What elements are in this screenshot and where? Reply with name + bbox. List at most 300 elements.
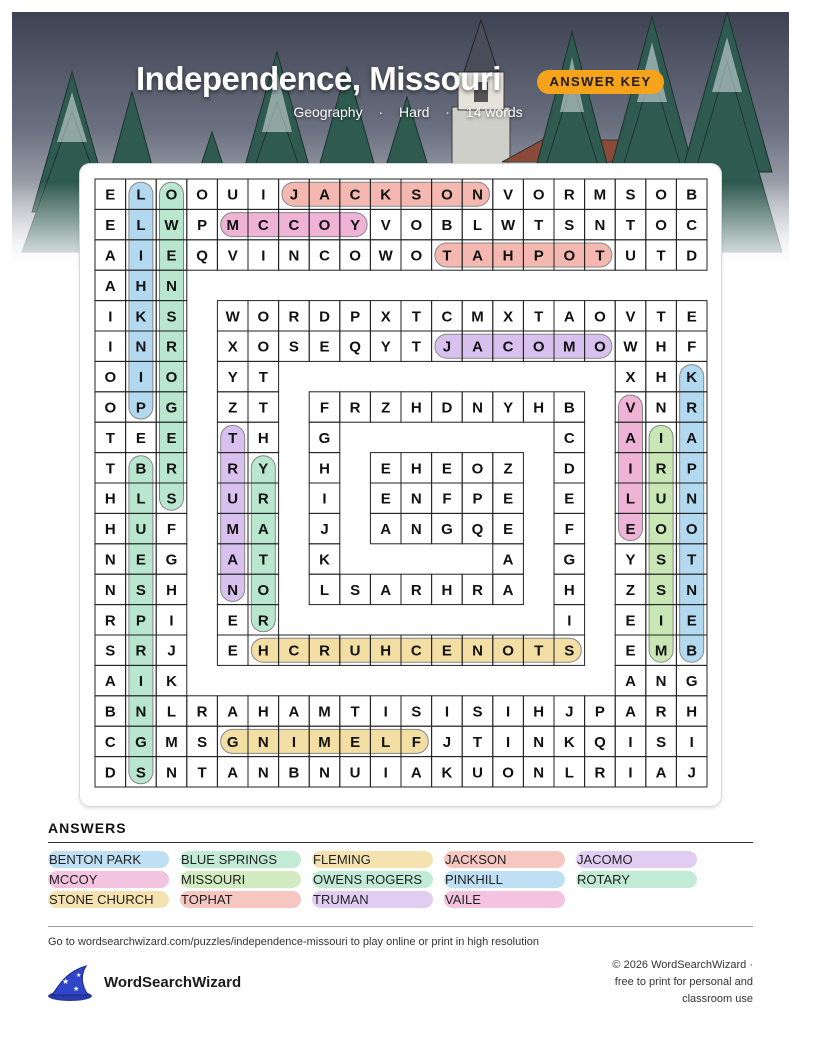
grid-letter: O [257,338,270,356]
grid-letter: I [628,733,633,751]
grid-letter: M [318,733,331,751]
grid-letter: T [534,308,544,326]
grid-letter: C [288,642,300,660]
grid-letter: I [108,308,113,326]
grid-letter: I [108,338,113,356]
copyright-line: classroom use [682,993,753,1005]
grid-letter: C [104,733,116,751]
grid-letter: N [135,703,147,721]
grid-letter: B [686,186,698,204]
grid-letter: E [227,642,238,660]
grid-letter: A [655,764,667,782]
grid-letter: I [291,733,296,751]
divider [48,842,753,843]
grid-letter: U [625,247,636,265]
grid-letter: P [686,460,697,478]
grid-letter: N [655,399,667,417]
grid-letter: O [257,581,270,599]
grid-letter: E [166,429,177,447]
grid-letter: W [501,217,516,235]
wizard-hat-icon [46,962,94,1002]
grid-letter: I [322,490,327,508]
grid-letter: L [564,764,574,782]
grid-letter: N [166,764,177,782]
svg-text:★: ★ [76,973,82,979]
grid-letter: R [104,612,116,630]
grid-letter: P [533,247,544,265]
grid-letter: T [411,338,421,356]
grid-letter: T [350,703,360,721]
grid-letter: T [472,733,483,751]
grid-letter: U [349,764,361,782]
grid-letter: N [472,642,483,660]
grid-letter: R [166,338,177,356]
grid-letter: S [350,581,361,599]
grid-letter: S [135,581,146,599]
grid-letter: O [532,186,545,204]
grid-letter: E [135,551,146,569]
grid-letter: H [502,247,514,265]
grid-letter: Z [625,581,636,599]
grid-letter: R [472,581,483,599]
grid-letter: Y [625,551,636,569]
grid-letter: S [656,581,667,599]
grid-letter: O [655,217,667,235]
grid-letter: G [318,429,331,447]
grid-letter: J [442,338,452,356]
grid-letter: H [441,581,453,599]
grid-letter: B [135,460,147,478]
grid-letter: O [165,186,178,204]
grid-letter: O [410,217,423,235]
grid-letter: L [136,490,146,508]
grid-letter: O [594,308,606,326]
answer-word: MCCOY [48,871,169,888]
grid-letter: V [625,399,636,417]
grid-letter: K [686,369,698,387]
grid-letter: B [288,764,300,782]
grid-letter: H [380,642,392,660]
grid-letter: O [655,186,667,204]
footer-link-text[interactable]: Go to wordsearchwizard.com/puzzles/independence-missouri to play online or print in high resolution [48,936,539,948]
grid-letter: F [411,733,421,751]
grid-letter: A [104,247,116,265]
grid-letter: K [563,733,575,751]
grid-letter: I [567,612,572,630]
grid-letter: C [502,338,514,356]
grid-letter: P [197,217,208,235]
grid-letter: U [349,642,361,660]
copyright [553,957,753,1008]
grid-letter: L [166,703,177,721]
grid-letter: H [655,338,667,356]
grid-letter: E [319,338,330,356]
grid-letter: K [166,673,177,691]
grid-letter: H [410,460,422,478]
grid-letter: E [503,490,514,508]
grid-letter: R [166,460,177,478]
grid-letter: W [164,217,179,235]
grid-letter: Q [471,521,484,539]
grid-letter: R [410,581,422,599]
grid-letter: B [686,642,698,660]
answer-word: PINKHILL [444,871,565,888]
grid-letter: H [166,581,177,599]
grid-letter: K [135,308,147,326]
grid-letter: X [503,308,514,326]
grid-letter: D [563,460,575,478]
grid-letter: V [503,186,514,204]
grid-letter: R [135,642,147,660]
answer-word: TRUMAN [312,891,433,908]
grid-letter: I [169,612,174,630]
grid-letter: Y [227,369,238,387]
grid-letter: N [594,217,606,235]
grid-letter: B [441,217,453,235]
grid-letter: E [625,642,636,660]
puzzle-card [80,164,721,806]
grid-letter: D [319,308,330,326]
grid-letter: R [288,308,300,326]
grid-letter: P [135,612,146,630]
grid-letter: S [288,338,299,356]
grid-letter: R [655,703,667,721]
grid-letter: T [534,642,544,660]
grid-letter: E [686,308,697,326]
grid-letter: O [196,186,208,204]
copyright-line: free to print for personal and [614,976,753,988]
grid-letter: N [472,399,483,417]
grid-letter: R [686,399,698,417]
grid-letter: W [378,247,393,265]
grid-letter: G [165,551,178,569]
grid-letter: N [257,764,269,782]
grid-letter: C [563,429,575,447]
grid-letter: I [138,369,143,387]
grid-letter: S [564,217,575,235]
grid-letter: N [533,733,545,751]
grid-letter: F [166,521,177,539]
grid-letter: Y [503,399,514,417]
grid-letter: A [563,308,575,326]
grid-letter: R [257,612,269,630]
grid-letter: I [138,673,143,691]
grid-letter: M [165,733,178,751]
grid-letter: H [655,369,667,387]
grid-letter: J [167,642,176,660]
answers-heading: ANSWERS [48,820,127,836]
grid-letter: X [227,338,238,356]
grid-letter: P [135,399,146,417]
grid-letter: A [625,429,636,447]
grid-letter: A [319,186,330,204]
grid-letter: A [288,703,300,721]
grid-letter: G [441,521,453,539]
grid-letter: N [104,551,116,569]
grid-letter: E [686,612,697,630]
grid-letter: H [135,277,147,295]
grid-letter: I [138,247,143,265]
grid-letter: H [533,703,545,721]
meta-separator: · [378,104,384,120]
category-label: Geography [293,104,363,120]
grid-letter: O [257,308,270,326]
grid-letter: O [594,338,606,356]
grid-letter: G [226,733,239,751]
grid-letter: C [349,186,361,204]
grid-letter: S [135,764,146,782]
grid-letter: N [655,673,667,691]
grid-letter: J [442,733,452,751]
grid-letter: F [319,399,330,417]
grid-letter: S [656,551,667,569]
grid-letter: A [472,338,483,356]
grid-letter: N [104,581,116,599]
grid-letter: K [380,186,392,204]
grid-letter: I [659,612,664,630]
grid-letter: N [410,490,422,508]
grid-letter: I [506,733,511,751]
grid-letter: Y [350,217,361,235]
grid-letter: R [594,764,606,782]
grid-letter: T [656,247,666,265]
grid-letter: H [104,490,116,508]
grid-letter: D [686,247,698,265]
grid-letter: Z [503,460,513,478]
grid-letter: I [689,733,694,751]
grid-letter: A [227,551,239,569]
grid-letter: S [656,733,667,751]
grid-letter: H [533,399,545,417]
grid-letter: C [288,217,300,235]
grid-letter: K [441,764,453,782]
answer-word: TOPHAT [180,891,301,908]
grid-letter: E [105,186,116,204]
grid-letter: A [104,277,116,295]
grid-letter: N [533,764,545,782]
grid-letter: V [625,308,636,326]
grid-letter: P [472,490,483,508]
grid-letter: M [563,338,576,356]
grid-letter: D [441,399,453,417]
grid-letter: C [257,217,269,235]
grid-letter: A [257,521,269,539]
grid-letter: U [227,490,239,508]
grid-letter: Y [258,460,269,478]
grid-letter: T [258,399,268,417]
grid-letter: T [197,764,207,782]
grid-letter: I [261,186,266,204]
grid-letter: C [686,217,698,235]
grid-letter: H [319,460,330,478]
grid-letter: S [625,186,636,204]
grid-letter: O [104,369,117,387]
answer-word: BLUE SPRINGS [180,851,301,868]
grid-letter: N [288,247,300,265]
answer-word: STONE CHURCH [48,891,169,908]
grid-letter: H [257,642,269,660]
grid-letter: I [506,703,511,721]
grid-letter: N [135,338,147,356]
grid-letter: A [104,673,116,691]
grid-letter: N [166,277,177,295]
grid-letter: P [594,703,605,721]
grid-letter: Q [196,247,208,265]
grid-letter: Y [380,338,391,356]
grid-letter: O [318,217,331,235]
grid-letter: A [472,247,483,265]
grid-letter: O [502,764,514,782]
grid-letter: A [227,703,239,721]
grid-letter: O [563,247,576,265]
answer-word: BENTON PARK [48,851,169,868]
grid-letter: S [105,642,116,660]
grid-letter: E [564,490,575,508]
grid-letter: E [135,429,146,447]
grid-letter: A [686,429,698,447]
grid-letter: R [257,490,269,508]
grid-letter: O [655,521,667,539]
grid-letter: E [227,612,238,630]
svg-text:★: ★ [73,986,80,993]
grid-letter: O [349,247,361,265]
svg-text:★: ★ [62,977,70,986]
grid-letter: R [655,460,667,478]
grid-letter: T [595,247,605,265]
grid-letter: V [227,247,238,265]
grid-letter: S [472,703,483,721]
divider [48,926,753,927]
grid-letter: O [532,338,545,356]
grid-letter: M [654,642,668,660]
grid-letter: L [319,581,330,599]
grid-letter: E [625,521,636,539]
grid-letter: N [686,490,698,508]
grid-letter: E [380,490,391,508]
grid-letter: W [225,308,240,326]
grid-letter: O [502,642,514,660]
grid-letter: F [687,338,697,356]
answer-word: FLEMING [312,851,433,868]
grid-letter: H [104,521,116,539]
grid-letter: N [319,764,330,782]
grid-letter: H [410,399,422,417]
grid-letter: U [227,186,239,204]
grid-letter: P [350,308,361,326]
grid-letter: C [441,308,453,326]
brand-name[interactable]: WordSearchWizard [104,974,242,991]
grid-letter: Z [381,399,391,417]
grid-letter: A [502,551,514,569]
grid-letter: Z [228,399,238,417]
grid-letter: T [228,429,238,447]
grid-letter: M [226,217,239,235]
grid-letter: O [410,247,423,265]
meta-separator: · [445,104,450,120]
grid-letter: C [410,642,422,660]
grid-letter: U [472,764,483,782]
grid-letter: W [623,338,638,356]
grid-letter: S [166,308,177,326]
grid-letter: R [227,460,239,478]
grid-letter: T [534,217,544,235]
grid-letter: H [257,703,269,721]
grid-letter: O [471,460,484,478]
grid-letter: N [686,581,698,599]
grid-letter: R [196,703,208,721]
grid-letter: A [625,673,636,691]
grid-letter: T [105,429,115,447]
grid-letter: R [349,399,361,417]
grid-letter: N [227,581,239,599]
grid-letter: C [319,247,330,265]
grid-letter: T [656,308,666,326]
word-count-label: 14 words [465,104,523,120]
difficulty-label: Hard [399,104,430,120]
answer-word: VAILE [444,891,565,908]
answer-word: ROTARY [576,871,697,888]
grid-letter: D [104,764,116,782]
grid-letter: I [628,460,633,478]
grid-letter: H [563,581,575,599]
grid-letter: L [625,490,636,508]
grid-letter: M [471,308,484,326]
grid-letter: R [319,642,330,660]
grid-letter: O [165,369,178,387]
word-search-grid[interactable] [80,164,721,806]
grid-letter: S [564,642,575,660]
grid-letter: G [135,733,147,751]
grid-letter: Q [349,338,361,356]
grid-letter: E [166,247,177,265]
grid-letter: G [563,551,576,569]
grid-letter: F [442,490,452,508]
grid-letter: I [659,429,664,447]
grid-letter: V [380,217,391,235]
answer-key-badge: ANSWER KEY [537,70,664,94]
grid-letter: J [320,521,329,539]
grid-letter: T [105,460,115,478]
grid-letter: X [625,369,636,387]
copyright-line: © 2026 WordSearchWizard · [612,959,753,971]
grid-letter: A [625,703,636,721]
grid-letter: I [383,703,388,721]
grid-letter: N [472,186,483,204]
grid-letter: H [686,703,698,721]
grid-letter: L [472,217,483,235]
grid-letter: J [565,703,574,721]
grid-letter: R [563,186,575,204]
grid-letter: E [441,642,452,660]
grid-letter: A [502,581,514,599]
grid-letter: I [628,764,633,782]
grid-letter: E [625,612,636,630]
grid-letter: G [165,399,178,417]
grid-letter: K [319,551,330,569]
grid-letter: L [136,217,146,235]
grid-letter: I [383,764,388,782]
grid-letter: O [104,399,117,417]
grid-letter: O [685,521,698,539]
grid-letter: E [105,217,116,235]
grid-letter: B [104,703,116,721]
grid-letter: E [380,460,391,478]
grid-letter: T [411,308,421,326]
page-title: Independence, Missouri [136,60,501,97]
answer-word: JACOMO [576,851,697,868]
grid-letter: A [410,764,422,782]
answer-word: JACKSON [444,851,565,868]
